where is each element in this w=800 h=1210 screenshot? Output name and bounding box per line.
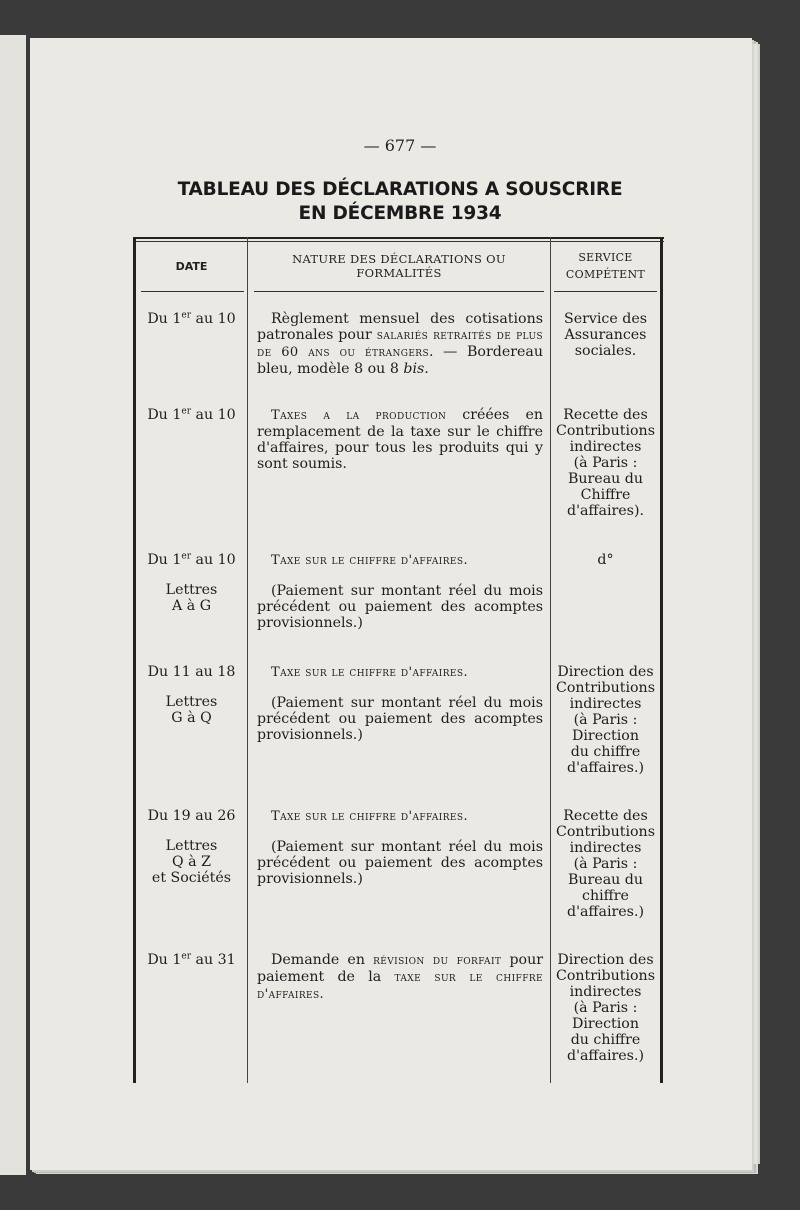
nature-paragraph: Taxes a la production créées en remplacement de la taxe sur le chiffre d'affaires, pour tous les produits qui y sont soumis. [257, 407, 543, 472]
date-range: Du 1er au 10 [147, 406, 236, 423]
nature-cell [257, 664, 543, 743]
column-divider-date [247, 237, 248, 1083]
service-line: Contributions [556, 824, 655, 840]
service-line: sociales. [574, 343, 637, 359]
title-line-1: TABLEAU DES DÉCLARATIONS A SOUSCRIRE [177, 179, 623, 200]
document-page [30, 38, 752, 1170]
service-line: indirectes [569, 439, 642, 455]
date-range: Du 19 au 26 [147, 808, 236, 824]
service-line: Bureau du [567, 872, 644, 888]
service-line: Direction des [557, 952, 654, 968]
date-note: Q à Z [172, 854, 211, 870]
service-line: d'affaires.) [566, 904, 645, 920]
service-line: Direction des [557, 664, 654, 680]
date-cell [136, 407, 247, 423]
service-line: d'affaires.) [566, 760, 645, 776]
column-header-service: SERVICE COMPÉTENT [565, 251, 646, 281]
column-divider-service [550, 237, 551, 1083]
service-line: d'affaires.) [566, 1048, 645, 1064]
service-line: (à Paris : [573, 856, 638, 872]
page-number: — 677 — [363, 136, 437, 155]
service-line: (à Paris : [573, 1000, 638, 1016]
service-line: Direction [572, 1016, 639, 1032]
service-line: indirectes [569, 696, 642, 712]
service-line: d'affaires). [566, 503, 645, 519]
service-line: (à Paris : [573, 712, 638, 728]
header-separator-service [554, 291, 657, 292]
service-line: Recette des [563, 407, 648, 423]
date-cell [136, 311, 247, 327]
nature-cell [257, 952, 543, 1003]
nature-cell [257, 407, 543, 472]
title-line-2: EN DÉCEMBRE 1934 [298, 203, 502, 224]
service-cell [553, 552, 658, 568]
service-line: Chiffre [580, 487, 631, 503]
nature-paragraph: (Paiement sur montant réel du mois précédent ou paiement des acomptes provisionnels.) [257, 583, 543, 631]
date-note: Lettres [165, 694, 218, 710]
previous-page-edge [0, 35, 26, 1175]
nature-paragraph: (Paiement sur montant réel du mois précédent ou paiement des acomptes provisionnels.) [257, 839, 543, 887]
declarations-table [133, 237, 664, 1083]
service-cell [553, 808, 658, 920]
service-line: Direction [572, 728, 639, 744]
date-range: Du 1er au 31 [147, 951, 236, 968]
service-line: du chiffre [570, 744, 641, 760]
nature-cell [257, 311, 543, 377]
page-stack-edge [752, 44, 760, 1164]
service-cell [553, 664, 658, 776]
nature-paragraph: Taxe sur le chiffre d'affaires. [271, 553, 468, 568]
date-note: Lettres [165, 582, 218, 598]
date-cell [136, 952, 247, 968]
date-range: Du 1er au 10 [147, 551, 236, 568]
service-line: Contributions [556, 680, 655, 696]
service-line: du chiffre [570, 1032, 641, 1048]
service-line: Recette des [563, 808, 648, 824]
service-line: indirectes [569, 840, 642, 856]
date-cell [136, 552, 247, 614]
table-right-border [660, 237, 663, 1083]
service-line: Bureau du [567, 471, 644, 487]
column-header-date: DATE [175, 259, 208, 273]
column-header-nature: NATURE DES DÉCLARATIONS OU FORMALITÉS [292, 252, 506, 280]
date-range: Du 1er au 10 [147, 310, 236, 327]
service-cell [553, 952, 658, 1064]
service-line: Contributions [556, 968, 655, 984]
nature-paragraph: Taxe sur le chiffre d'affaires. [271, 665, 468, 680]
date-note: A à G [171, 598, 212, 614]
service-line: Service des [563, 311, 648, 327]
nature-paragraph: Règlement mensuel des cotisations patronales pour salariés retraités de plus de 60 ans ou étrangers. — Bordereau bleu, modèle 8 ou 8 bis. [257, 311, 543, 377]
service-line: Contributions [556, 423, 655, 439]
date-note: et Sociétés [151, 870, 232, 886]
nature-paragraph: Taxe sur le chiffre d'affaires. [271, 809, 468, 824]
date-cell [136, 664, 247, 726]
table-top-rule [133, 237, 664, 239]
service-line: (à Paris : [573, 455, 638, 471]
nature-cell [257, 808, 543, 887]
date-note: Lettres [165, 838, 218, 854]
service-cell [553, 311, 658, 359]
service-line: Assurances [564, 327, 647, 343]
date-cell [136, 808, 247, 886]
nature-paragraph: Demande en révision du forfait pour paiement de la taxe sur le chiffre d'affaires. [257, 952, 544, 1002]
service-line: chiffre [582, 888, 629, 904]
header-separator-date [141, 291, 244, 292]
service-cell [553, 407, 658, 519]
page-title [30, 178, 770, 226]
header-separator-nature [254, 291, 544, 292]
service-line: indirectes [569, 984, 642, 1000]
service-line: d° [597, 552, 614, 568]
nature-cell [257, 552, 543, 631]
date-range: Du 11 au 18 [147, 664, 236, 680]
nature-paragraph: (Paiement sur montant réel du mois précédent ou paiement des acomptes provisionnels.) [257, 695, 543, 743]
date-note: G à Q [171, 710, 212, 726]
